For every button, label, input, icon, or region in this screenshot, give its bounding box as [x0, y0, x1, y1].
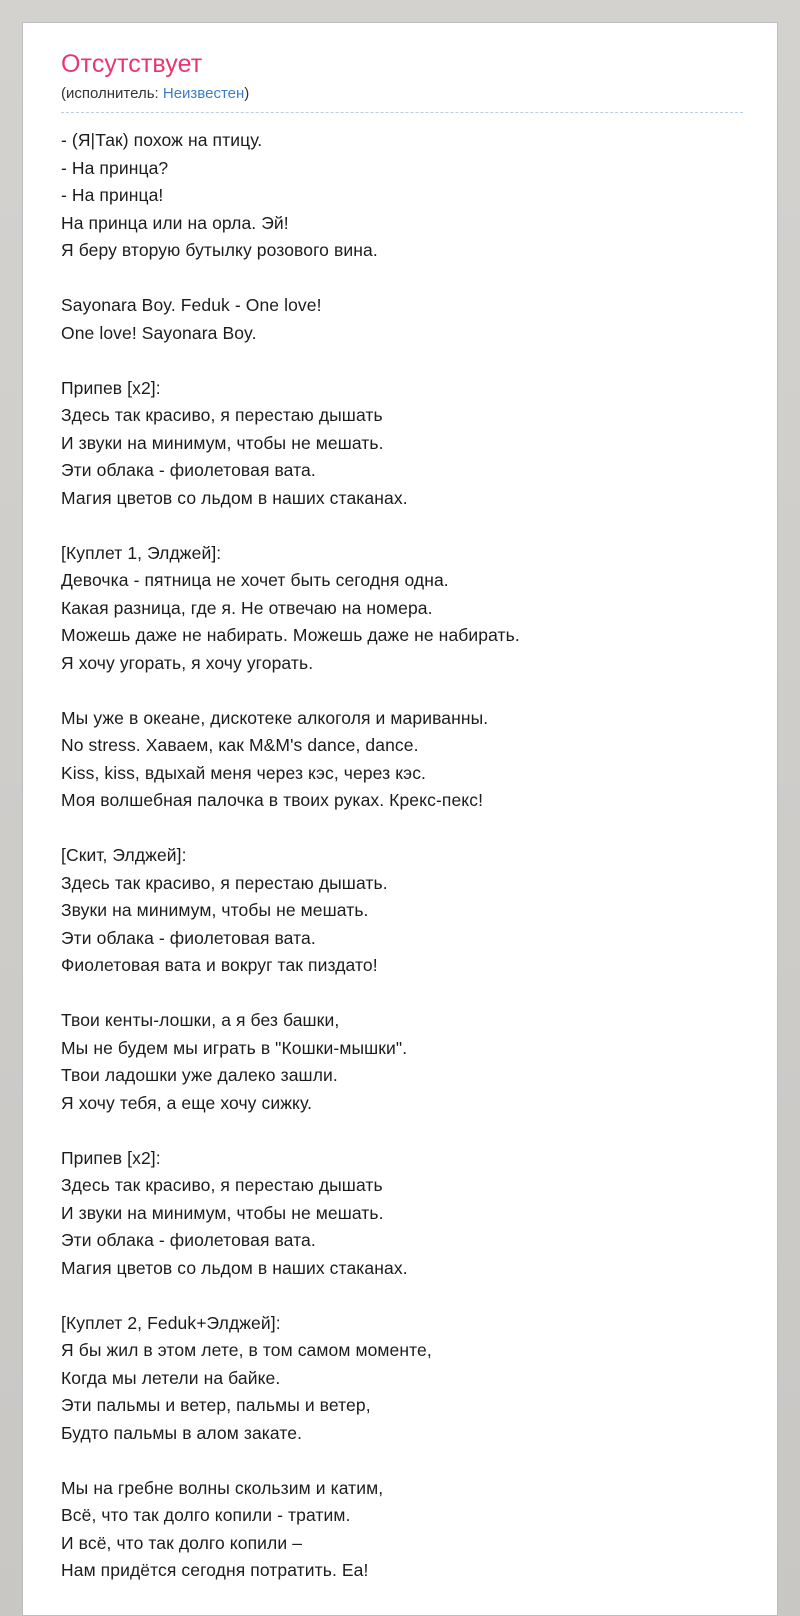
lyrics-line: - На принца?	[61, 157, 169, 178]
lyrics-line: Эти пальмы и ветер, пальмы и ветер,	[61, 1395, 371, 1415]
lyrics-line: На принца или на орла. Эй!	[61, 212, 289, 233]
lyrics-blank-line	[61, 347, 743, 375]
lyrics-line: Припев [x2]:	[61, 1147, 161, 1168]
lyrics-line: Здесь так красиво, я перестаю дышать	[61, 1175, 383, 1195]
artist-link[interactable]: Неизвестен	[162, 85, 245, 102]
lyrics-blank-line	[61, 677, 743, 705]
artist-suffix: )	[244, 85, 250, 102]
lyrics-line: Нам придётся сегодня потратить. Еа!	[61, 1560, 369, 1580]
lyrics-line: Можешь даже не набирать. Можешь даже не набирать.	[61, 625, 520, 645]
page-title: Отсутствует	[61, 50, 203, 78]
lyrics-line: Звуки на минимум, чтобы не мешать.	[61, 900, 369, 920]
lyrics-blank-line	[61, 1117, 743, 1145]
lyrics-line: Фиолетовая вата и вокруг так пиздато!	[61, 955, 378, 975]
lyrics-line: Какая разница, где я. Не отвечаю на номера.	[61, 597, 433, 618]
divider	[61, 112, 743, 113]
lyrics-line: Эти облака - фиолетовая вата.	[61, 1230, 316, 1250]
lyrics-blank-line	[61, 1447, 743, 1475]
lyrics-line: Эти облака - фиолетовая вата.	[61, 460, 316, 480]
lyrics-line: И всё, что так долго копили –	[61, 1532, 303, 1553]
artist-line	[61, 85, 743, 102]
lyrics-line: Мы не будем мы играть в "Кошки-мышки".	[61, 1037, 408, 1058]
lyrics-line: И звуки на минимум, чтобы не мешать.	[61, 432, 384, 453]
lyrics-line: Я хочу угорать, я хочу угорать.	[61, 652, 314, 673]
lyrics-line: Я бы жил в этом лете, в том самом моменте,	[61, 1340, 432, 1360]
lyrics-line: Sayonara Boy. Feduk - One love!	[61, 295, 322, 315]
lyrics-line: Эти облака - фиолетовая вата.	[61, 927, 316, 948]
lyrics-line: Kiss, kiss, вдыхай меня через кэс, через кэс.	[61, 762, 427, 783]
lyrics-line: Моя волшебная палочка в твоих руках. Крекс-пекс!	[61, 790, 484, 810]
lyrics-line: [Куплет 1, Элджей]:	[61, 542, 222, 563]
lyrics-line: Я беру вторую бутылку розового вина.	[61, 240, 378, 260]
lyrics-blank-line	[61, 512, 743, 540]
lyrics-line: Магия цветов со льдом в наших стаканах.	[61, 1257, 408, 1278]
lyrics-line: И звуки на минимум, чтобы не мешать.	[61, 1202, 384, 1223]
lyrics-line: Всё, что так долго копили - тратим.	[61, 1505, 351, 1525]
lyrics-line: - (Я|Так) похож на птицу.	[61, 130, 263, 150]
lyrics-line: Мы на гребне волны скользим и катим,	[61, 1477, 384, 1498]
lyrics-line: Магия цветов со льдом в наших стаканах.	[61, 487, 408, 508]
lyrics-line: Когда мы летели на байке.	[61, 1367, 281, 1388]
lyrics-line: One love! Sayonara Boy.	[61, 322, 257, 343]
lyrics-line: Твои ладошки уже далеко зашли.	[61, 1065, 338, 1085]
lyrics-text	[61, 127, 743, 1585]
lyrics-line: Здесь так красиво, я перестаю дышать.	[61, 872, 388, 893]
lyrics-line: [Куплет 2, Feduk+Элджей]:	[61, 1312, 281, 1333]
lyrics-line: Будто пальмы в алом закате.	[61, 1422, 303, 1443]
lyrics-line: Мы уже в океане, дискотеке алкоголя и мариванны.	[61, 707, 489, 728]
artist-prefix: (исполнитель:	[61, 85, 163, 102]
lyrics-line: Девочка - пятница не хочет быть сегодня одна.	[61, 570, 449, 590]
lyrics-line: [Скит, Элджей]:	[61, 845, 187, 865]
lyrics-blank-line	[61, 265, 743, 293]
lyrics-line: Я хочу тебя, а еще хочу сижку.	[61, 1092, 313, 1113]
lyrics-line: Твои кенты-лошки, а я без башки,	[61, 1010, 340, 1030]
lyrics-sheet	[22, 22, 778, 1616]
lyrics-line: No stress. Хаваем, как M&M's dance, dance.	[61, 735, 419, 755]
lyrics-line: - На принца!	[61, 185, 164, 205]
lyrics-blank-line	[61, 980, 743, 1008]
lyrics-blank-line	[61, 1282, 743, 1310]
lyrics-blank-line	[61, 815, 743, 843]
lyrics-line: Здесь так красиво, я перестаю дышать	[61, 405, 383, 425]
lyrics-line: Припев [x2]:	[61, 377, 161, 398]
